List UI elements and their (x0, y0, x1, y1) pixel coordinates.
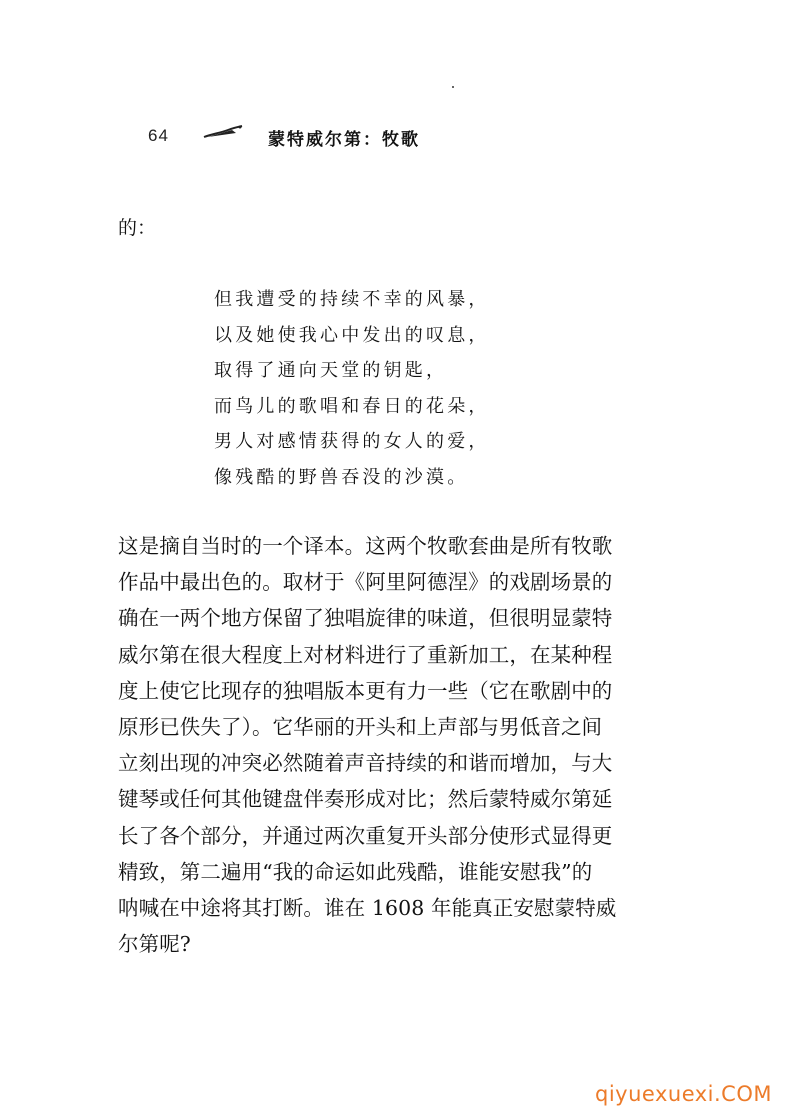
scroll-flourish-icon (202, 124, 244, 140)
verse-line: 取得了通向天堂的钥匙， (214, 360, 448, 381)
paragraph-line: 威尔第在很大程度上对材料进行了重新加工，在某种程 (118, 642, 613, 667)
running-title: 蒙特威尔第：牧歌 (268, 130, 420, 150)
page-number: 64 (148, 126, 169, 145)
paragraph-line: 这是摘自当时的一个译本。这两个牧歌套曲是所有牧歌 (118, 534, 613, 558)
site-watermark: qiyuexuexi.COM (595, 1082, 772, 1106)
paragraph-line: 长了各个部分，并通过两次重复开头部分使形式显得更 (118, 823, 613, 848)
body-paragraph (118, 528, 693, 962)
paragraph-line: 键琴或任何其他键盘伴奏形成对比；然后蒙特威尔第延 (118, 787, 613, 812)
paragraph-line: 确在一两个地方保留了独唱旋律的味道，但很明显蒙特 (118, 606, 613, 631)
verse-line: 像残酷的野兽吞没的沙漠。 (214, 466, 469, 488)
verse-line: 男人对感情获得的女人的爱， (214, 431, 490, 452)
verse-block (214, 282, 490, 495)
paragraph-line: 尔第呢? (118, 932, 191, 957)
paragraph-line: 作品中最出色的。取材于《阿里阿德涅》的戏剧场景的 (118, 570, 613, 595)
page-header (148, 120, 508, 150)
scan-speck (452, 86, 454, 88)
verse-line: 而鸟儿的歌唱和春日的花朵， (214, 395, 490, 417)
paragraph-line: 呐喊在中途将其打断。谁在 1608 年能真正安慰蒙特威 (118, 895, 617, 920)
paragraph-line: 度上使它比现存的独唱版本更有力一些（它在歌剧中的 (118, 678, 613, 703)
verse-line: 但我遭受的持续不幸的风暴， (214, 289, 490, 310)
paragraph-line: 精致，第二遍用“我的命运如此残酷，谁能安慰我”的 (118, 859, 593, 884)
verse-line: 以及她使我心中发出的叹息， (214, 324, 490, 346)
lead-word: 的： (118, 217, 157, 239)
paragraph-line: 立刻出现的冲突必然随着声音持续的和谐而增加，与大 (118, 751, 613, 776)
paragraph-line: 原形已佚失了）。它华丽的开头和上声部与男低音之间 (118, 714, 603, 739)
